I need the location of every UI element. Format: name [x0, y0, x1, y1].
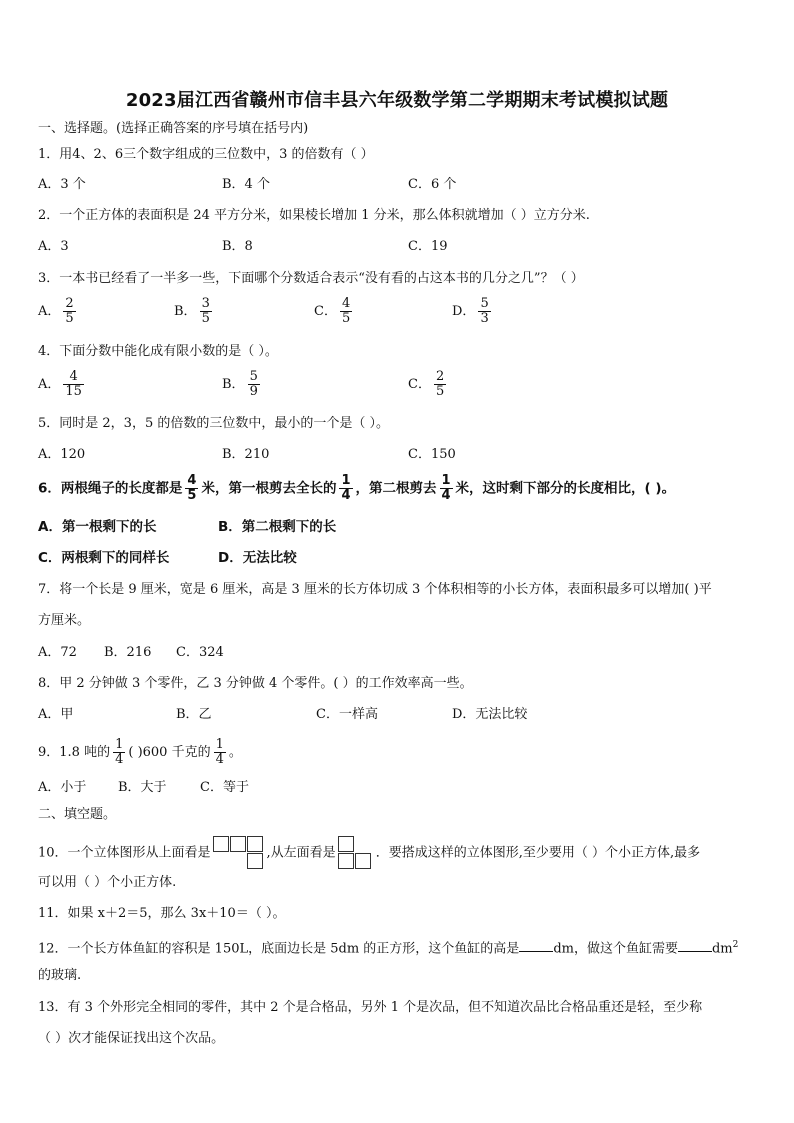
- q6-option-c[interactable]: C．两根剩下的同样长: [38, 550, 170, 566]
- option-label: D．: [452, 304, 476, 319]
- q12-blank-height[interactable]: [519, 939, 553, 952]
- q10-text-part: 10．一个立体图形从上面看是: [38, 845, 211, 861]
- q12-blank-area[interactable]: [678, 939, 712, 952]
- q7-option-b[interactable]: B．216: [104, 645, 152, 660]
- fraction: [63, 370, 84, 399]
- option-label: C．: [314, 304, 337, 319]
- denominator: 4: [441, 488, 451, 503]
- q3-option-b[interactable]: [174, 297, 215, 326]
- denominator: 9: [249, 384, 258, 399]
- question-6: [38, 474, 675, 503]
- numerator: 3: [201, 296, 210, 311]
- fraction: [185, 474, 198, 503]
- question-11: 11．如果 x＋2＝5，那么 3x＋10＝（ ）。: [38, 906, 286, 921]
- q3-option-a[interactable]: [38, 297, 79, 326]
- q2-option-b[interactable]: B．8: [222, 239, 253, 254]
- q12-text-part: 12．一个长方体鱼缸的容积是 150L，底面边长是 5dm 的正方形，这个鱼缸的高是: [38, 941, 520, 957]
- question-9: [38, 738, 242, 767]
- question-8: 8．甲 2 分钟做 3 个零件，乙 3 分钟做 4 个零件。( ）的工作效率高一些。: [38, 676, 473, 691]
- question-1: 1．用4、2、6三个数字组成的三位数中，3 的倍数有（ ）: [38, 147, 374, 162]
- q5-option-b[interactable]: B．210: [222, 447, 270, 462]
- top-view-grid-icon: [213, 836, 265, 870]
- denominator: 5: [187, 488, 197, 503]
- section-fill-heading: 二、填空题。: [38, 807, 117, 822]
- q9-text-part: ( )600 千克的: [128, 745, 211, 760]
- numerator: 1: [215, 737, 224, 752]
- q4-option-a[interactable]: [38, 370, 87, 399]
- q10-text-part: ,从左面看是: [266, 845, 336, 861]
- q4-option-b[interactable]: [222, 370, 263, 399]
- question-7-continued: 方厘米。: [38, 613, 91, 628]
- q3-option-d[interactable]: [452, 297, 494, 326]
- q1-option-a[interactable]: A．3 个: [38, 177, 86, 192]
- numerator: 1: [341, 473, 351, 488]
- fraction: [214, 738, 226, 767]
- q7-option-c[interactable]: C．324: [176, 645, 224, 660]
- q9-text-part: 。: [228, 745, 242, 760]
- denominator: 4: [341, 488, 351, 503]
- denominator: 4: [115, 752, 124, 767]
- denominator: 4: [215, 752, 224, 767]
- denominator: 5: [201, 311, 210, 326]
- numerator: 1: [441, 473, 451, 488]
- fraction: [340, 297, 352, 326]
- q4-option-c[interactable]: [408, 370, 449, 399]
- numerator: 2: [435, 369, 445, 384]
- q5-option-a[interactable]: A．120: [38, 447, 86, 462]
- fraction: [63, 297, 75, 326]
- q1-option-b[interactable]: B．4 个: [222, 177, 270, 192]
- page-title: 2023届江西省赣州市信丰县六年级数学第二学期期末考试模拟试题: [125, 90, 669, 111]
- q9-option-c[interactable]: C．等于: [200, 780, 249, 795]
- q6-text-part: 6．两根绳子的长度都是: [38, 480, 183, 497]
- q9-text-part: 9．1.8 吨的: [38, 745, 111, 760]
- question-13-continued: （ ）次才能保证找出这个次品。: [38, 1031, 225, 1046]
- option-label: C．: [408, 377, 431, 392]
- question-10: [38, 836, 700, 870]
- numerator: 4: [69, 369, 78, 384]
- fraction: [248, 370, 260, 399]
- question-13: 13．有 3 个外形完全相同的零件，其中 2 个是合格品，另外 1 个是次品，但不知道次品比合格品重还是轻，至少称: [38, 1000, 703, 1015]
- q9-option-b[interactable]: B．大于: [118, 780, 167, 795]
- q9-option-a[interactable]: A．小于: [38, 780, 87, 795]
- fraction: [113, 738, 125, 767]
- q1-option-c[interactable]: C．6 个: [408, 177, 457, 192]
- question-12: [38, 936, 738, 958]
- q7-option-a[interactable]: A．72: [38, 645, 77, 660]
- denominator: 5: [65, 311, 74, 326]
- option-label: B．: [174, 304, 197, 319]
- numerator: 2: [65, 296, 74, 311]
- fraction: [478, 297, 490, 326]
- q8-option-d[interactable]: D．无法比较: [452, 707, 528, 722]
- q8-option-a[interactable]: A．甲: [38, 707, 74, 722]
- q6-option-d[interactable]: D．无法比较: [218, 550, 297, 566]
- q6-text-part: 米，第一根剪去全长的: [201, 480, 337, 497]
- option-label: A．: [38, 304, 61, 319]
- numerator: 5: [249, 369, 258, 384]
- left-view-grid-icon: [338, 836, 374, 870]
- q2-option-c[interactable]: C．19: [408, 239, 448, 254]
- numerator: 4: [341, 296, 351, 311]
- denominator: 5: [435, 384, 445, 399]
- superscript: 2: [732, 940, 739, 950]
- fraction: [434, 370, 446, 399]
- q12-text-part: dm: [711, 941, 733, 957]
- q2-option-a[interactable]: A．3: [38, 239, 69, 254]
- question-7: 7．将一个长是 9 厘米，宽是 6 厘米，高是 3 厘米的长方体切成 3 个体积相等的小长方体，表面积最多可以增加( )平: [38, 582, 712, 597]
- fraction: [440, 474, 453, 503]
- q6-text-part: ，第二根剪去: [355, 480, 437, 497]
- q8-option-c[interactable]: C．一样高: [316, 707, 378, 722]
- fraction: [200, 297, 212, 326]
- q8-option-b[interactable]: B．乙: [176, 707, 212, 722]
- q6-option-a[interactable]: A．第一根剩下的长: [38, 519, 157, 535]
- q5-option-c[interactable]: C．150: [408, 447, 456, 462]
- denominator: 5: [341, 311, 351, 326]
- denominator: 3: [480, 311, 489, 326]
- question-10-continued: 可以用（ ）个小正方体.: [38, 875, 177, 890]
- q3-option-c[interactable]: [314, 297, 355, 326]
- question-3: 3．一本书已经看了一半多一些，下面哪个分数适合表示“没有看的占这本书的几分之几”？（ ）: [38, 271, 584, 286]
- q10-text-part: ．要搭成这样的立体图形,至少要用（ ）个小正方体,最多: [375, 845, 701, 861]
- q6-option-b[interactable]: B．第二根剩下的长: [218, 519, 337, 535]
- q6-text-part: 米，这时剩下部分的长度相比，( )。: [455, 480, 676, 497]
- question-2: 2．一个正方体的表面积是 24 平方分米，如果棱长增加 1 分米，那么体积就增加（ ）立方分米.: [38, 208, 590, 223]
- numerator: 5: [480, 296, 489, 311]
- option-label: B．: [222, 377, 245, 392]
- question-4: 4．下面分数中能化成有限小数的是（ ）。: [38, 344, 278, 359]
- fraction: [339, 474, 352, 503]
- question-5: 5．同时是 2，3，5 的倍数的三位数中，最小的一个是（ ）。: [38, 416, 389, 431]
- q12-text-part: dm，做这个鱼缸需要: [553, 941, 678, 957]
- section-choice-heading: 一、选择题。(选择正确答案的序号填在括号内): [38, 121, 309, 136]
- question-12-continued: 的玻璃.: [38, 968, 82, 983]
- denominator: 15: [65, 384, 82, 399]
- option-label: A．: [38, 377, 61, 392]
- numerator: 4: [187, 473, 197, 488]
- numerator: 1: [115, 737, 124, 752]
